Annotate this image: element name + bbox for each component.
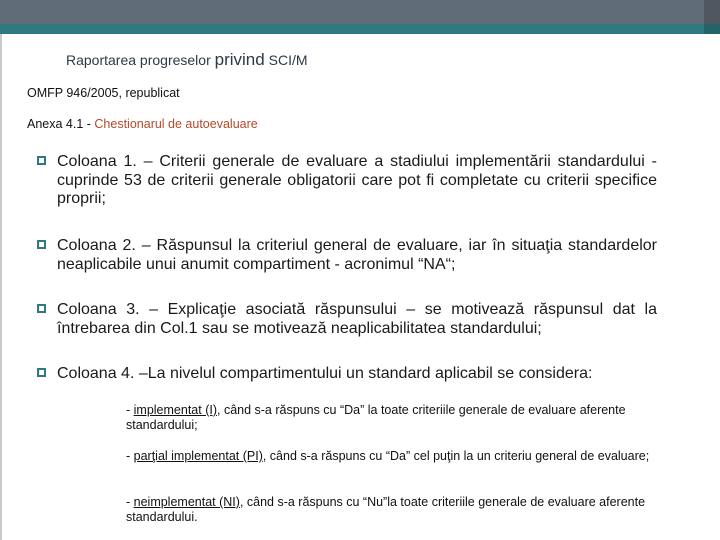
top-bar-teal bbox=[0, 24, 704, 34]
bullet-text: –La nivelul compartimentului un standard aplicabil se considera: bbox=[134, 365, 593, 382]
bullet-lead: Coloana 3 bbox=[57, 301, 136, 318]
slide-frame bbox=[0, 34, 720, 540]
subtitle-anexa-accent: Chestionarul de autoevaluare bbox=[94, 117, 258, 131]
bullet-text: – Criterii generale de evaluare a stadiului implementării standardului - cuprinde 53 de criterii generale obligatorii care pot fi completate cu criterii specifice proprii; bbox=[57, 153, 658, 207]
dash-text: , când s-a răspuns cu “Nu”la toate criteriile generale de evaluare aferente standardului. bbox=[126, 495, 646, 524]
bullet-coloana-2 bbox=[37, 237, 657, 274]
top-bar-corner-teal bbox=[704, 24, 720, 34]
title-part-2: privind bbox=[214, 50, 265, 69]
dash-text: , când s-a răspuns cu “Da” cel puţin la un criteriu general de evaluare; bbox=[262, 449, 650, 463]
square-bullet-icon bbox=[37, 156, 46, 165]
dash-term: neimplementat (NI) bbox=[133, 495, 240, 509]
bullet-lead: Coloana 4. bbox=[57, 365, 135, 382]
dash-mark: - bbox=[126, 449, 134, 463]
dash-mark: - bbox=[126, 495, 134, 509]
title-part-3: SCI/M bbox=[264, 52, 308, 68]
dash-term: implementat (I) bbox=[133, 403, 217, 417]
bullet-coloana-1 bbox=[37, 153, 657, 209]
dash-item-neimplementat bbox=[126, 495, 661, 525]
slide-title bbox=[66, 50, 308, 70]
square-bullet-icon bbox=[37, 368, 46, 377]
top-bar-corner bbox=[704, 0, 720, 24]
bullet-coloana-4 bbox=[37, 365, 657, 384]
subtitle-anexa-prefix: Anexa 4.1 - bbox=[27, 117, 95, 131]
square-bullet-icon bbox=[37, 240, 46, 249]
bullet-lead: Coloana 1. bbox=[57, 153, 137, 170]
top-bar-grey bbox=[0, 0, 704, 24]
dash-term: parţial implementat (PI) bbox=[133, 449, 263, 463]
bullet-lead: Coloana 2. bbox=[57, 237, 136, 254]
bullet-text: – Răspunsul la criteriul general de evaluare, iar în situaţia standardelor neaplicabile unui anumit compartiment - acronimul “NA“; bbox=[57, 237, 657, 273]
dash-mark: - bbox=[126, 403, 134, 417]
bullet-text: . – Explicaţie asociată răspunsului – se motivează răspunsul dat la întrebarea din Col.1 sau se motivează neaplicabilitatea standardului; bbox=[57, 301, 657, 337]
bullet-coloana-3 bbox=[37, 301, 657, 338]
dash-item-implementat bbox=[126, 403, 661, 433]
top-decoration-bar bbox=[0, 0, 720, 34]
subtitle-omfp: OMFP 946/2005, republicat bbox=[27, 86, 180, 100]
dash-text: , când s-a răspuns cu “Da” la toate criteriile generale de evaluare aferente standardului; bbox=[126, 403, 626, 432]
title-part-1: Raportarea progreselor bbox=[66, 52, 215, 68]
subtitle-anexa bbox=[27, 117, 258, 131]
dash-item-partial-implementat bbox=[126, 449, 661, 464]
square-bullet-icon bbox=[37, 304, 46, 313]
